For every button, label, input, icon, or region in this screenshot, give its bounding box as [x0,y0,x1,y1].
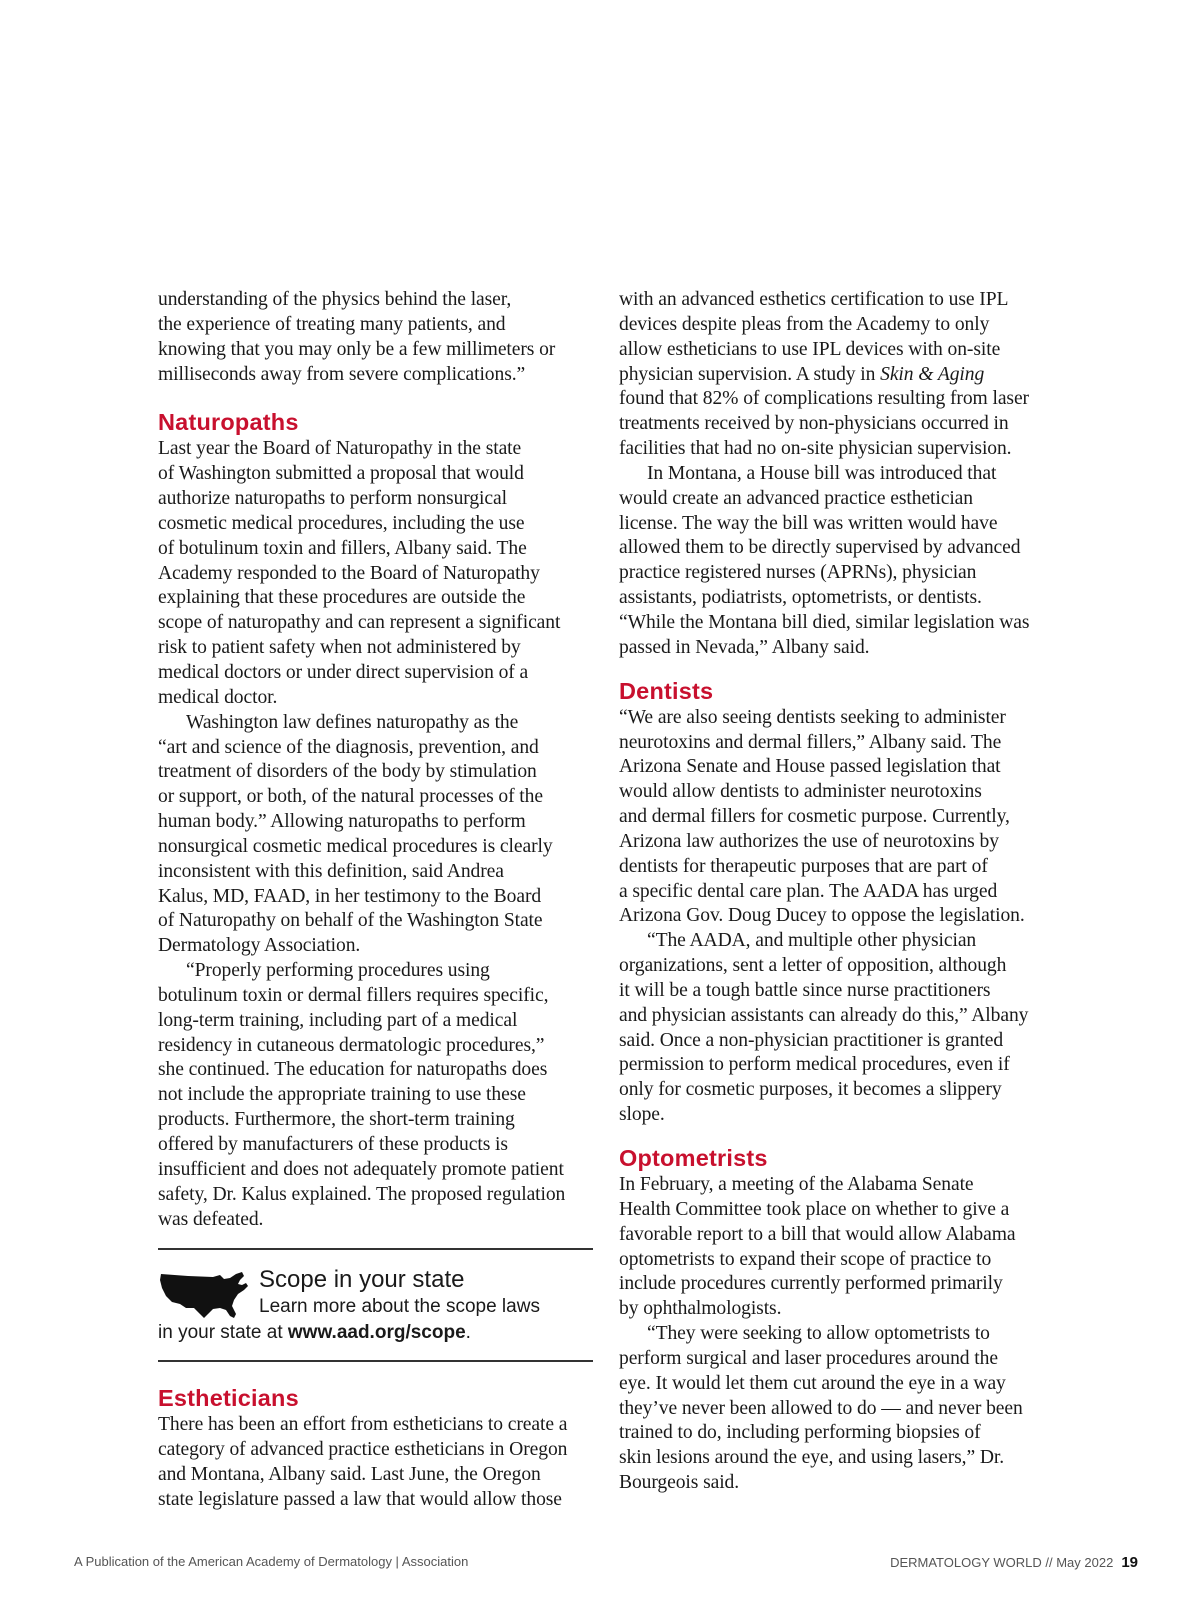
journal-title: Skin & Aging [880,363,985,385]
text-line: Dermatology Association. [158,935,361,957]
naturopaths-paragraph-2 [158,711,593,959]
text-line: human body.” Allowing naturopaths to perform [158,811,526,833]
text-line: “Properly performing procedures using [186,960,490,982]
text-line: medical doctor. [158,686,278,708]
text-line: knowing that you may only be a few millimeters or [158,338,556,360]
text-line: by ophthalmologists. [619,1298,782,1320]
scope-text-suffix: . [465,1322,471,1344]
estheticians-paragraph-1 [158,1413,593,1512]
text-line: license. The way the bill was written would have [619,512,998,534]
text-line: they’ve never been allowed to do — and never been [619,1397,1023,1419]
text-line: allow estheticians to use IPL devices with on-site [619,338,1001,360]
naturopaths-paragraph-1 [158,437,593,710]
text-line: treatment of disorders of the body by stimulation [158,761,537,783]
scope-text-prefix: in your state at [158,1322,288,1344]
text-line: assistants, podiatrists, optometrists, or dentists. [619,587,982,609]
dentists-heading: Dentists [619,677,714,704]
text-line: Arizona Senate and House passed legislation that [619,756,1001,778]
text-line: the experience of treating many patients, and [158,313,506,335]
text-line: long-term training, including part of a medical [158,1009,518,1031]
text-line: understanding of the physics behind the laser, [158,289,512,310]
text-line: of Naturopathy on behalf of the Washington State [158,910,543,932]
text-line: of botulinum toxin and fillers, Albany said. The [158,537,527,559]
naturopaths-paragraph-3 [158,959,593,1232]
text-line: offered by manufacturers of these products is [158,1134,508,1155]
footer-publication: A Publication of the American Academy of Dermatology | Association [74,1554,469,1569]
text-line: state legislature passed a law that would allow those [158,1488,562,1510]
text-line: and Montana, Albany said. Last June, the Oregon [158,1464,541,1486]
dentists-paragraph-1 [619,706,1059,930]
text-line: products. Furthermore, the short-term training [158,1109,515,1131]
footer-issue [890,1554,1138,1571]
text-line: scope of naturopathy and can represent a significant [158,612,561,634]
text-line: Kalus, MD, FAAD, in her testimony to the Board [158,885,542,907]
optometrists-paragraph-2 [619,1322,1059,1496]
text-line: authorize naturopaths to perform nonsurgical [158,488,507,510]
text-line: Academy responded to the Board of Naturopathy [158,562,540,584]
text-line: cosmetic medical procedures, including the use [158,512,525,534]
text-line: perform surgical and laser procedures around the [619,1347,998,1369]
left-column [158,288,593,1513]
text-line: milliseconds away from severe complications.” [158,363,526,385]
text-line: would create an advanced practice esthetician [619,487,973,509]
text-line: would allow dentists to administer neurotoxins [619,781,982,803]
text-line: botulinum toxin or dermal fillers requires specific, [158,984,549,1006]
text-line: she continued. The education for naturopaths does [158,1059,548,1081]
text-line: permission to perform medical procedures, even if [619,1054,1010,1076]
page-number: 19 [1121,1554,1138,1571]
text-line: Health Committee took place on whether to give a [619,1198,1010,1220]
footer-issue-text: DERMATOLOGY WORLD // May 2022 [890,1555,1114,1570]
text-line: trained to do, including performing biopsies of [619,1422,981,1444]
scope-text-line2 [158,1320,593,1346]
text-line: it will be a tough battle since nurse practitioners [619,979,991,1001]
right-column [619,288,1059,1496]
scope-title: Scope in your state [259,1266,465,1294]
text-line: “art and science of the diagnosis, prevention, and [158,736,539,758]
text-line: said. Once a non-physician practitioner is granted [619,1029,1004,1051]
text-line: dentists for therapeutic purposes that are part of [619,855,988,877]
text-line: Last year the Board of Naturopathy in the state [158,438,522,460]
text-line: medical doctors or under direct supervision of a [158,661,529,683]
naturopaths-heading: Naturopaths [158,409,299,436]
text-line: only for cosmetic purposes, it becomes a slippery [619,1079,1002,1101]
text-line: skin lesions around the eye, and using lasers,” Dr. [619,1447,1005,1469]
text-line: nonsurgical cosmetic medical procedures is clearly [158,835,553,857]
text-line: was defeated. [158,1208,264,1230]
us-map-icon [158,1270,250,1322]
text-line: Arizona law authorizes the use of neurotoxins by [619,830,999,852]
optometrists-heading: Optometrists [619,1145,768,1171]
text-line: “While the Montana bill died, similar legislation was [619,611,1030,633]
scope-callout [158,1248,593,1362]
text-line: and physician assistants can already do this,” Albany [619,1004,1029,1026]
estheticians-paragraph-2 [619,462,1059,661]
text-line: eye. It would let them cut around the eye in a way [619,1372,1006,1394]
text-span: physician supervision. A study in [619,363,881,385]
text-line: Bourgeois said. [619,1472,740,1494]
text-line: a specific dental care plan. The AADA has urged [619,880,998,902]
text-line: “They were seeking to allow optometrists to [647,1323,990,1345]
estheticians-continued [619,288,1059,462]
text-line: In February, a meeting of the Alabama Senate [619,1174,974,1195]
text-line [619,363,1059,388]
scope-text-line1: Learn more about the scope laws [259,1296,540,1318]
text-line: risk to patient safety when not administered by [158,637,521,659]
dentists-paragraph-2 [619,929,1059,1128]
intro-paragraph [158,288,593,387]
text-line: category of advanced practice estheticians in Oregon [158,1439,568,1461]
text-line: with an advanced esthetics certification to use IPL [619,289,1009,310]
text-line: “The AADA, and multiple other physician [647,930,977,952]
text-line: “We are also seeing dentists seeking to administer [619,706,1006,728]
text-line: neurotoxins and dermal fillers,” Albany said. The [619,731,1002,753]
text-line: Arizona Gov. Doug Ducey to oppose the legislation. [619,905,1025,927]
text-line: or support, or both, of the natural processes of the [158,786,543,808]
text-line: explaining that these procedures are outside the [158,587,526,609]
text-line: optometrists to expand their scope of practice to [619,1248,992,1270]
text-line: favorable report to a bill that would allow Alabama [619,1223,1016,1245]
text-line: There has been an effort from estheticians to create a [158,1414,568,1436]
text-line: passed in Nevada,” Albany said. [619,636,870,658]
text-line: In Montana, a House bill was introduced that [647,462,997,484]
text-line: inconsistent with this definition, said Andrea [158,860,504,882]
text-line: organizations, sent a letter of opposition, although [619,955,1007,977]
text-line: insufficient and does not adequately promote patient [158,1158,564,1180]
text-line: safety, Dr. Kalus explained. The proposed regulation [158,1183,566,1205]
optometrists-paragraph-1 [619,1173,1059,1322]
text-line: devices despite pleas from the Academy to only [619,313,990,335]
text-line: allowed them to be directly supervised by advanced [619,537,1021,559]
text-line: found that 82% of complications resulting from laser [619,388,1029,410]
text-line: include procedures currently performed primarily [619,1273,1003,1295]
text-line: treatments received by non-physicians occurred in [619,413,1009,435]
text-line: residency in cutaneous dermatologic procedures,” [158,1034,545,1056]
scope-link[interactable]: www.aad.org/scope [287,1322,466,1344]
text-line: not include the appropriate training to use these [158,1084,526,1106]
text-line: practice registered nurses (APRNs), physician [619,562,977,584]
text-line: slope. [619,1104,665,1126]
text-line: facilities that had no on-site physician supervision. [619,438,1012,460]
text-line: and dermal fillers for cosmetic purpose. Currently, [619,806,1010,828]
text-line: Washington law defines naturopathy as the [186,711,519,733]
text-line: of Washington submitted a proposal that would [158,463,524,485]
estheticians-heading: Estheticians [158,1385,299,1412]
